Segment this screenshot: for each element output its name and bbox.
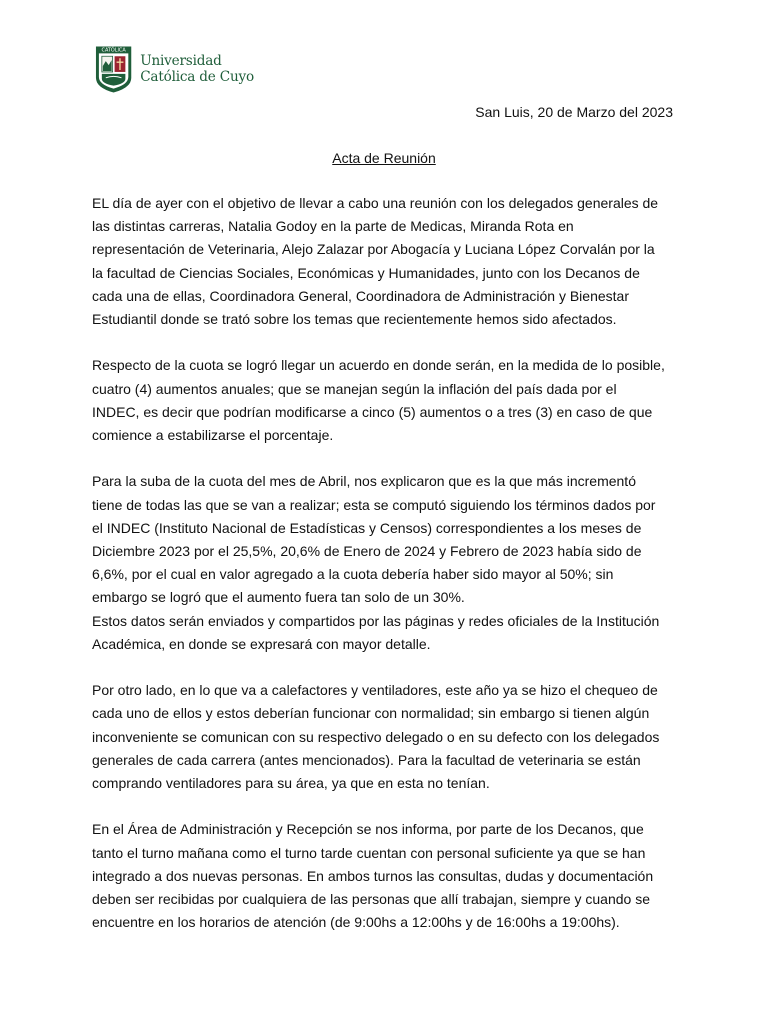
text-line: cada uno de ellos y estos deberían funcionar con normalidad; sin embargo si tienen algún (92, 705, 650, 722)
text-line: Estudiantil donde se trató sobre los temas que recientemente hemos sido afectados. (92, 311, 617, 328)
text-line: En el Área de Administración y Recepción se nos informa, por parte de los Decanos, que (92, 821, 644, 838)
text-line: generales de cada carrera (antes mencionados). Para la facultad de veterinaria se están (92, 751, 641, 768)
document-body (92, 192, 682, 958)
text-line: Académica, en donde se expresará con mayor detalle. (92, 635, 431, 652)
paragraph-4 (92, 610, 682, 656)
text-line: la facultad de Ciencias Sociales, Económicas y Humanidades, junto con los Decanos de (92, 264, 640, 281)
text-line: INDEC, es decir que podrían modificarse a cinco (5) aumentos o a tres (3) en caso de que (92, 403, 653, 420)
logo-wordmark (140, 53, 254, 85)
text-line: Respecto de la cuota se logró llegar un acuerdo en donde serán, en la medida de lo posible, (92, 357, 665, 374)
text-line: las distintas carreras, Natalia Godoy en la parte de Medicas, Miranda Rota en (92, 218, 574, 235)
seal-text: CATÓLICA (101, 47, 126, 54)
text-line: Por otro lado, en lo que va a calefactores y ventiladores, este año ya se hizo el chequeo de (92, 682, 658, 699)
paragraph-6 (92, 818, 682, 934)
text-line: comience a estabilizarse el porcentaje. (92, 427, 334, 444)
text-line: 6,6%, por el cual en valor agregado a la cuota debería haber sido mayor al 50%; sin (92, 566, 614, 583)
university-logo (94, 43, 254, 95)
document-title: Acta de Reunión (332, 150, 436, 166)
university-crest-icon (94, 44, 133, 94)
document-title-wrapper (0, 147, 768, 170)
text-line: el INDEC (Instituto Nacional de Estadísticas y Censos) correspondientes a los meses de (92, 519, 642, 536)
text-line: integrado a dos nuevas personas. En ambos turnos las consultas, dudas y documentación (92, 867, 654, 884)
text-line: cada una de ellas, Coordinadora General, Coordinadora de Administración y Bienestar (92, 287, 629, 304)
text-line: encuentre en los horarios de atención (de 9:00hs a 12:00hs y de 16:00hs a 19:00hs). (92, 914, 620, 931)
paragraph-3 (92, 470, 682, 609)
date-line: San Luis, 20 de Marzo del 2023 (475, 104, 673, 120)
paragraph-5 (92, 679, 682, 795)
text-line: EL día de ayer con el objetivo de llevar a cabo una reunión con los delegados generales de (92, 195, 659, 211)
text-line: tanto el turno mañana como el turno tarde cuentan con personal suficiente ya que se han (92, 844, 646, 861)
text-line: tiene de todas las que se van a realizar; esta se computó siguiendo los términos dados por (92, 496, 656, 513)
paragraph-2 (92, 354, 682, 447)
text-line: Diciembre 2023 por el 25,5%, 20,6% de Enero de 2024 y Febrero de 2023 había sido de (92, 543, 642, 560)
text-line: embargo se logró que el aumento fuera tan solo de un 30%. (92, 589, 465, 606)
text-line: Estos datos serán enviados y compartidos por las páginas y redes oficiales de la Institución (92, 612, 660, 629)
text-line: comprando ventiladores para su área, ya que en esta no tenían. (92, 775, 490, 792)
text-line: Para la suba de la cuota del mes de Abril, nos explicaron que es la que más incrementó (92, 473, 636, 490)
paragraph-1 (92, 192, 682, 331)
text-line: cuatro (4) aumentos anuales; que se manejan según la inflación del país dada por el (92, 380, 617, 397)
text-line: deben ser recibidas por cualquiera de las personas que allí trabajan, siempre y cuando se (92, 891, 651, 908)
text-line: inconveniente se comunican con su respectivo delegado o en su defecto con los delegados (92, 728, 660, 745)
logo-line-university: Universidad (140, 53, 222, 69)
text-line: representación de Veterinaria, Alejo Zalazar por Abogacía y Luciana López Corvalán por la (92, 241, 655, 258)
logo-line-catolica: Católica de Cuyo (140, 69, 254, 85)
